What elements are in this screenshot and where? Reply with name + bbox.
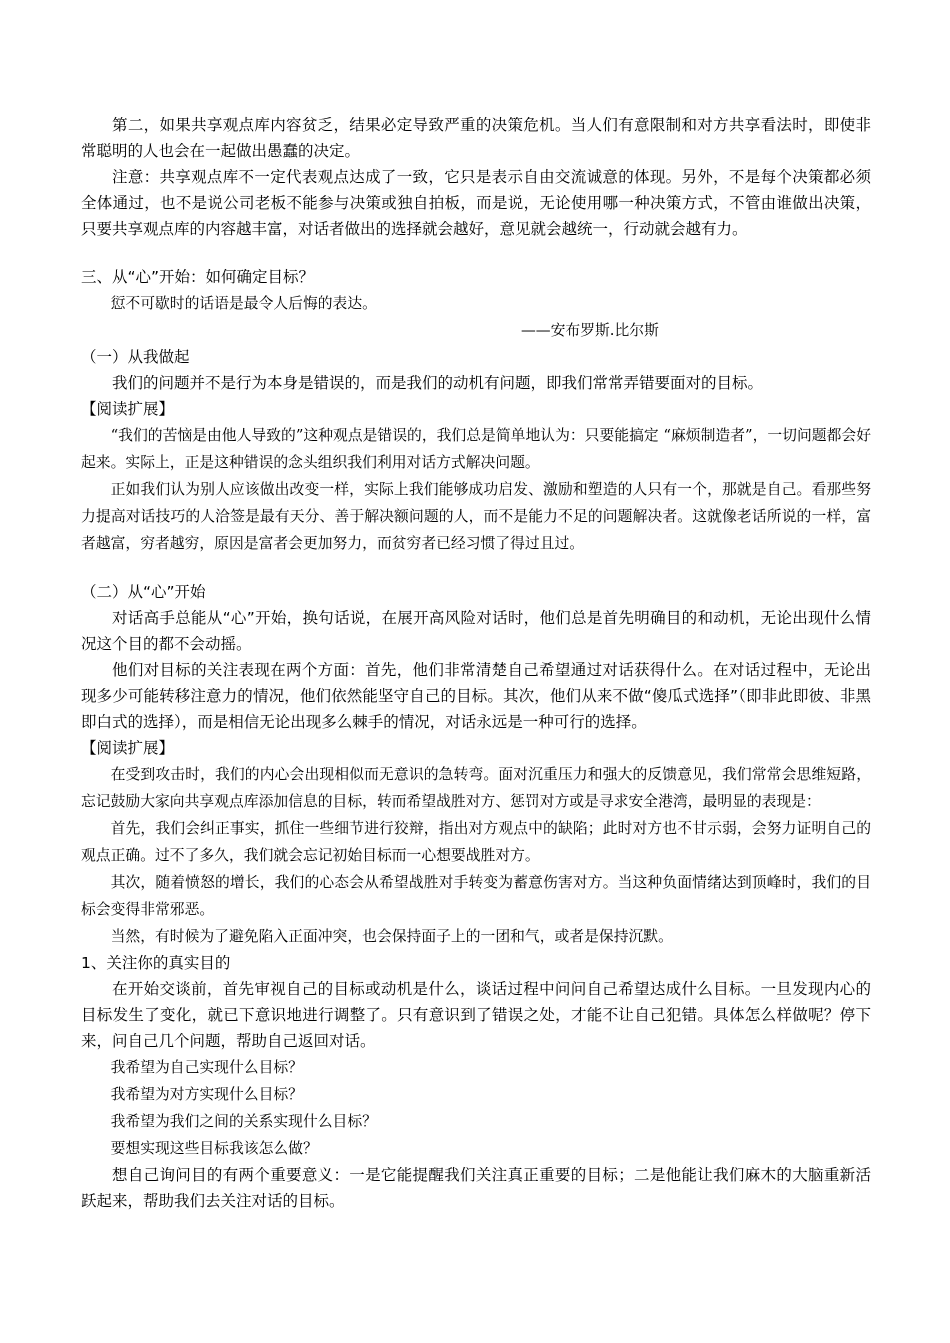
question-item: 我希望为自己实现什么目标？ [110,1059,303,1076]
reading-paragraph: 其次，随着愤怒的增长，我们的心态会从希望战胜对手转变为蓄意伤害对方。当这种负面情绪达到顶峰时，我们的目标会变得非常邪恶。 [81,874,871,918]
reading-paragraph: 当然，有时候为了避免陷入正面冲突，也会保持面子上的一团和气，或者是保持沉默。 [110,928,673,945]
reading-extension-label: 【阅读扩展】 [81,739,175,757]
question-item: 我希望为我们之间的关系实现什么目标？ [110,1113,377,1130]
section-heading-3: 三、从“心”开始：如何确定目标？ [81,268,315,286]
epigraph-author: ——安布罗斯.比尔斯 [521,322,659,339]
paragraph-goal-focus: 他们对目标的关注表现在两个方面：首先，他们非常清楚自己希望通过对话获得什么。在对话过程中，无论出现多少可能转移注意力的情况，他们依然能坚守自己的目标。其次，他们从来不做“傻瓜式选择”（即非此即彼、非黑即白式的选择），而是相信无论出现多么棘手的情况，对话永远是一种可行的选择。 [81,661,871,731]
paragraph-dialogue-masters: 对话高手总能从“心”开始，换句话说，在展开高风险对话时，他们总是首先明确目的和动机，无论出现什么情况这个目的都不会动摇。 [81,609,871,653]
epigraph-quote: 愆不可歇时的话语是最令人后悔的表达。 [110,295,377,312]
paragraph-ask-purpose: 想自己询问目的有两个重要意义：一是它能提醒我们关注真正重要的目标；二是他能让我们麻木的大脑重新活跃起来，帮助我们去关注对话的目标。 [81,1166,871,1210]
question-item: 要想实现这些目标我该怎么做？ [110,1140,318,1157]
reading-extension-label: 【阅读扩展】 [81,400,175,418]
paragraph-decision-crisis: 第二，如果共享观点库内容贫乏，结果必定导致严重的决策危机。当人们有意限制和对方共享看法时，即使非常聪明的人也会在一起做出愚蠢的决定。 [81,116,871,160]
paragraph-review-goals: 在开始交谈前，首先审视自己的目标或动机是什么，谈话过程中问问自己希望达成什么目标。一旦发现内心的目标发生了变化，就已下意识地进行调整了。只有意识到了错误之处，才能不让自己犯错。具体怎么样做呢？停下来，问自己几个问题，帮助自己返回对话。 [81,980,871,1050]
subheading-start-with-heart: （二）从“心”开始 [81,583,206,601]
reading-paragraph: 正如我们认为别人应该做出改变一样，实际上我们能够成功启发、激励和塑造的人只有一个，那就是自己。看那些努力提高对话技巧的人洽签是最有天分、善于解决额问题的人，而不是能力不足的问题解决者。这就像老话所说的一样，富者越富，穷者越穷，原因是富者会更加努力，而贫穷者已经习惯了得过且过。 [81,481,871,552]
subheading-start-with-me: （一）从我做起 [81,348,190,366]
paragraph-motive-problem: 我们的问题并不是行为本身是错误的，而是我们的动机有问题，即我们常常弄错要面对的目标。 [112,374,764,392]
reading-paragraph: 在受到攻击时，我们的内心会出现相似而无意识的急转弯。面对沉重压力和强大的反馈意见，我们常常会思维短路，忘记鼓励大家向共享观点库添加信息的目标，转而希望战胜对方、惩罚对方或是寻求安全港湾，最明显的表现是： [81,766,871,810]
question-item: 我希望为对方实现什么目标？ [110,1086,303,1103]
reading-paragraph: 首先，我们会纠正事实，抓住一些细节进行狡辩，指出对方观点中的缺陷；此时对方也不甘示弱，会努力证明自己的观点正确。过不了多久，我们就会忘记初始目标而一心想要战胜对方。 [81,820,871,864]
document-page [81,112,871,1214]
item-heading-real-purpose: 1、关注你的真实目的 [81,954,231,972]
reading-paragraph: “我们的苦恼是由他人导致的”这种观点是错误的，我们总是简单地认为：只要能搞定 “麻烦制造者”，一切问题都会好起来。实际上，正是这种错误的念头组织我们利用对话方式解决问题。 [81,427,871,471]
paragraph-note: 注意：共享观点库不一定代表观点达成了一致，它只是表示自由交流诚意的体现。另外，不是每个决策都必须全体通过，也不是说公司老板不能参与决策或独自拍板，而是说，无论使用哪一种决策方式，不管由谁做出决策，只要共享观点库的内容越丰富，对话者做出的选择就会越好，意见就会越统一，行动就会越有力。 [81,168,871,238]
